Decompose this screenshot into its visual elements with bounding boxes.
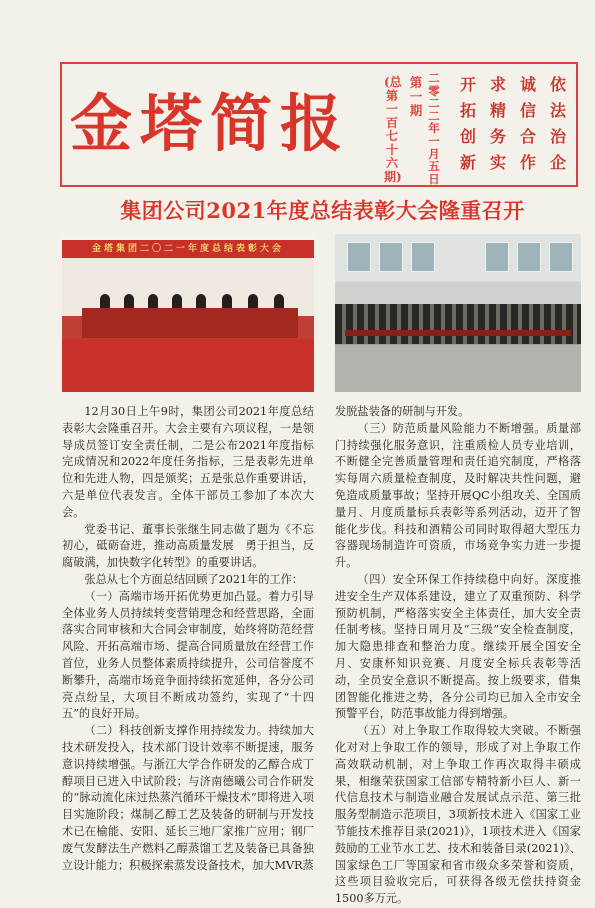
- issue-number: 第一期: [409, 75, 423, 118]
- article-paragraph: （四）安全环保工作持续稳中向好。深度推进安全生产双体系建设，建立了双重预防、科学预防机制，严格落实安全主体责任，加大安全责任制考核。坚持日周月及“三级”安全检查制度，加大隐患排查和整治力度。继续开展全国安全月、安康杯知识竞赛、月度安全标兵表彰等活动，全员安全意识不断提高。按上级要求，借集团智能化推进之势，各分公司均已加入全市安全预警平台，防范事故能力得到增强。: [335, 572, 581, 721]
- article-left-column: [62, 404, 314, 874]
- article-paragraph: （二）科技创新支撑作用持续发力。持续加大技术研发投入，技术部门设计效率不断提速，服务意识持续增强。与浙江大学合作研发的乙醇合成丁醇项目已进入中试阶段；与济南德曦公司合作研发的“脉动流化床过热蒸汽循环干燥技术”即将进入项目实施阶段；煤制乙醇工艺及装备的研制与开发技术已在榆能、安阳、延长三地厂家推广应用；钢厂废气发酵法生产燃料乙醇蒸馏工艺及装备已具备独立设计能力；积极探索蒸发设备技术，加大MVR蒸: [62, 724, 314, 872]
- audience-rows: [335, 304, 581, 344]
- article-paragraph: （三）防范质量风险能力不断增强。质量部门持续强化服务意识，注重质检人员专业培训，不断健全完善质量管理和责任追究制度，严格落实每周六质量检查制度，及时解决共性问题，避免造成质量事故；坚持开展QC小组攻关、全国质量月、月度质量标兵表彰等系列活动，迈开了智能化步伐。科技和酒精公司同时取得超大型压力容器现场制造许可资质，市场竞争实力进一步提升。: [335, 421, 581, 570]
- article-paragraph: （五）对上争取工作取得较大突破。不断强化对对上争取工作的领导，形成了对上争取工作高效联动机制，对上争取工作再次取得丰硕成果，相继荣获国家工信部专精特新小巨人、新一代信息技术与制造业融合发展试点示范、第三批服务型制造示范项目，3项新技术进入《国家工业节能技术推荐目录(2021)》，1项技术进入《国家鼓励的工业节水工艺、技术和装备目录(2021)》、国家绿色工厂等国家和省市级众多荣誉和资质，这些项目验收完后，可获得各级无偿扶持资金1500多万元。: [335, 724, 581, 906]
- hall-window: [347, 242, 371, 272]
- audience-table: [345, 330, 571, 336]
- audience-hall-photo: [335, 234, 581, 392]
- newsletter-title: 金塔简报: [70, 87, 351, 160]
- article-paragraph: 张总从七个方面总结回顾了2021年的工作：: [84, 572, 304, 586]
- stage-table: [82, 308, 298, 338]
- total-issue-number: (总第一百七十六期): [384, 75, 402, 184]
- motto-pragmatic: 求精务实: [489, 75, 506, 172]
- hall-window: [379, 242, 403, 272]
- photo-banner-text: 金塔集团二〇二一年度总结表彰大会: [62, 240, 314, 258]
- article-paragraph: 党委书记、董事长张继生同志做了题为《不忘初心，砥砺奋进，推动高质量发展 勇于担当，反腐破满，加快数字化转型》的重要讲话。: [62, 522, 314, 570]
- hall-window: [485, 242, 509, 272]
- article-paragraph: 发脱盐装备的研制与开发。: [335, 405, 470, 418]
- issue-date: 二零二二年一月五日: [428, 71, 440, 186]
- hall-window: [411, 242, 435, 272]
- meeting-stage-photo: [62, 234, 314, 392]
- article-headline: 集团公司2021年度总结表彰大会隆重召开: [120, 198, 525, 223]
- hall-window: [517, 242, 541, 272]
- motto-rule-of-law: 依法治企: [549, 75, 566, 172]
- article-paragraph: 12月30日上午9时，集团公司2021年度总结表彰大会隆重召开。大会主要有六项议程，一是领导成员签订安全责任制，二是公布2021年度指标完成情况和2022年度任务指标，三是表彰先进单位和先进人物，四是颁奖；五是张总作重要讲话，六是单位代表发言。全体干部员工参加了本次大会。: [62, 405, 314, 519]
- hall-window: [549, 242, 573, 272]
- motto-innovate: 开拓创新: [459, 75, 476, 172]
- article-right-column: [335, 404, 581, 908]
- article-paragraph: （一）高端市场开拓优势更加凸显。着力引导全体业务人员持续转变营销理念和经营思路，全面落实合同审核和大合同会审制度，始终将防范经营风险、开拓高端市场、提高合同质量放在经营工作首位，业务人员整体素质持续提升，公司信誉度不断攀升，高端市场竞争面持续拓宽延伸，各分公司亮点纷呈，大项目不断成功签约，实现了“十四五”的良好开局。: [62, 589, 314, 721]
- motto-integrity: 诚信合作: [519, 75, 536, 172]
